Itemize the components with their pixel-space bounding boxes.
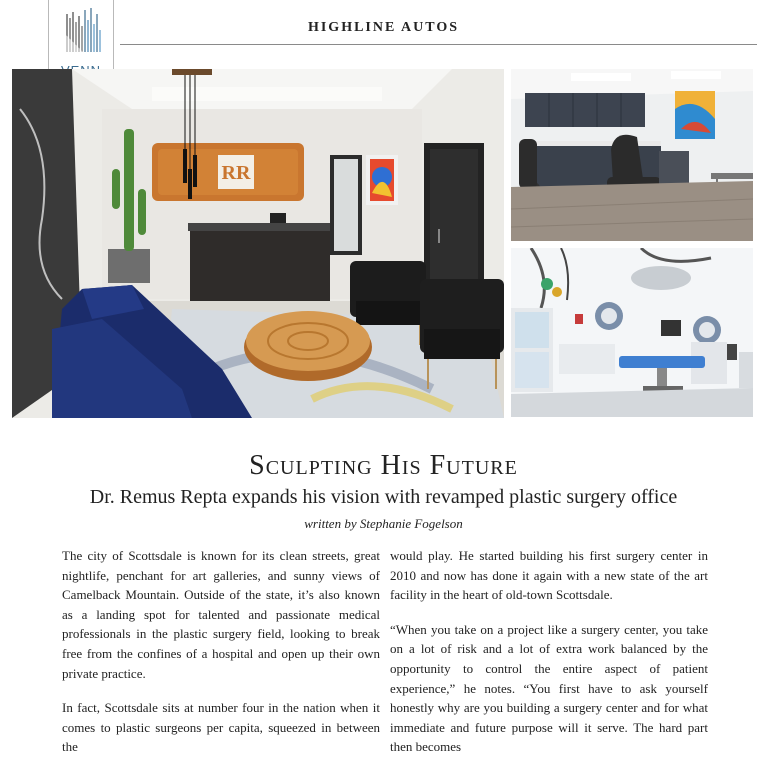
paragraph: The city of Scottsdale is known for its clean streets, great nightlife, penchant for art galleries, and sunny views of Camelback Mountain. Outside of the state, it’s also known as a landing spot for talented and passionate medical professionals in the plastic surgery field, looking to break free from the confines of a hospital and open up their own private practice.	[62, 548, 380, 681]
article-subtitle: Dr. Remus Repta expands his vision with revamped plastic surgery office	[89, 486, 678, 508]
paragraph: In fact, Scottsdale sits at number four in the nation when it comes to plastic surgeons per capita, squeezed in between the	[62, 700, 380, 755]
procedure-room-photo	[511, 69, 753, 241]
publication-masthead: HIGHLINE AUTOS	[307, 20, 460, 35]
svg-text:RR: RR	[221, 162, 251, 184]
header-rule	[120, 44, 757, 45]
reception-lobby-photo	[12, 69, 504, 418]
paragraph: “When you take on a project like a surgery center, you take on a lot of risk and a lot of extra work balanced by the opportunity to control the entire aspect of patient experience,” he notes. “You first have to ask yourself honestly why are you building a surgery center and for what immediate and future purpose will it serve. The hard part then becomes	[390, 621, 708, 755]
operating-room-photo	[511, 248, 753, 417]
article-column-left	[62, 546, 380, 772]
article-byline: written by Stephanie Fogelson	[304, 516, 463, 531]
article-column-right	[390, 546, 708, 772]
article-title: Sculpting His Future	[249, 450, 518, 481]
paragraph: would play. He started building his first surgery center in 2010 and now has done it again with a new state of the art facility in the heart of old-town Scottsdale.	[390, 548, 708, 603]
